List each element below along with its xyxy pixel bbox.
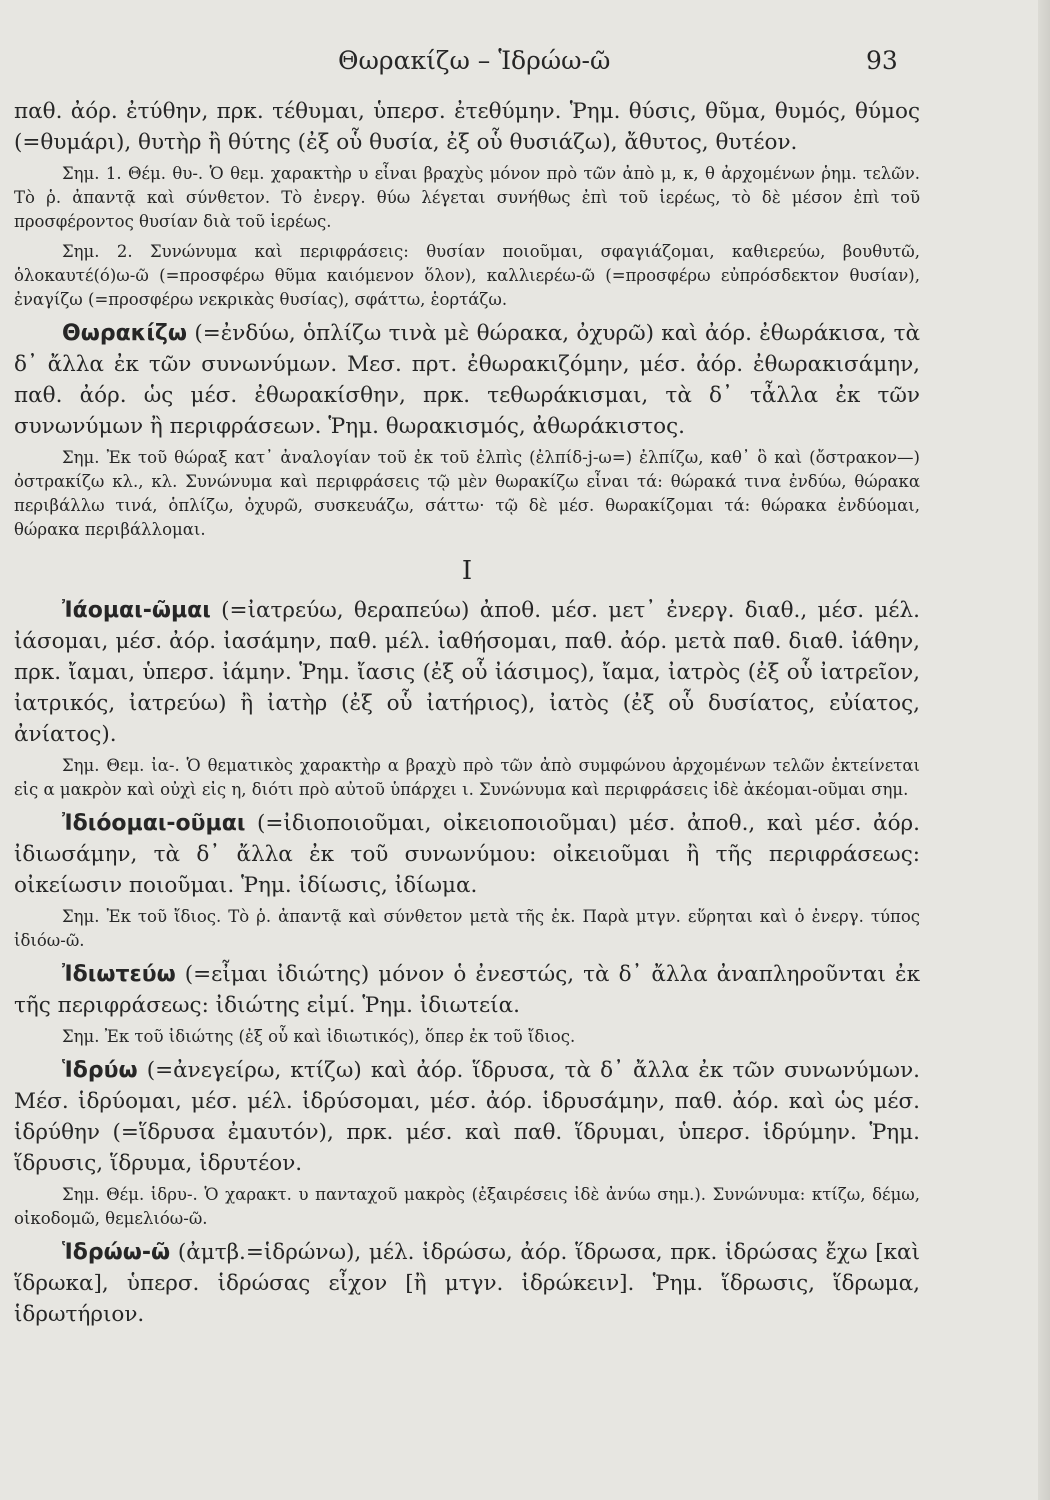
headword: Ἱδρώω-ῶ <box>62 1240 171 1265</box>
page-number: 93 <box>866 46 898 75</box>
headword: Ἰάομαι-ῶμαι <box>62 598 211 623</box>
entry-continuation: παθ. ἀόρ. ἐτύθην, πρκ. τέθυμαι, ὑπερσ. ἐτεθύμην. Ῥημ. θύσις, θῦμα, θυμός, θύμος (=θυμάρι), θυτὴρ ἢ θύτης (ἐξ οὗ θυσία, ἐξ οὗ θυσιάζω), ἄθυτος, θυτέον. <box>14 99 920 155</box>
entry-text: (=ἐνδύω, ὁπλίζω τινὰ μὲ θώρακα, ὀχυρῶ) καὶ ἀόρ. ἐθωράκισα, τὰ δ᾿ ἄλλα ἐκ τῶν συνωνύμων. Μεσ. πρτ. ἐθωρακιζόμην, μέσ. ἀόρ. ἐθωρακισάμην, παθ. ἀόρ. ὡς μέσ. ἐθωρακίσθην, πρκ. τεθωράκισμαι, τὰ δ᾿ τἆλλα ἐκ τῶν συνωνύμων ἢ περιφράσεων. Ῥημ. θωρακισμός, ἀθωράκιστος. <box>14 321 921 439</box>
headword: Ἱδρύω <box>62 1058 138 1083</box>
section-letter: I <box>461 556 473 586</box>
entry-text: (=ἰδιοποιοῦμαι, οἰκειοποιοῦμαι) μέσ. ἀποθ., καὶ μέσ. ἀόρ. ἰδιωσάμην, τὰ δ᾿ ἄλλα ἐκ τοῦ συνωνύμου: οἰκειοῦμαι ἢ τῆς περιφράσεως: οἰκείωσιν ποιοῦμαι. Ῥημ. ἰδίωσις, ἰδίωμα. <box>14 811 920 898</box>
entry-hidryo <box>14 1055 920 1179</box>
page-header <box>0 46 1050 86</box>
entry-text: (ἀμτβ.=ἱδρώνω), μέλ. ἱδρώσω, ἀόρ. ἵδρωσα, πρκ. ἱδρώσας ἔχω [καὶ ἵδρωκα], ὑπερσ. ἱδρώσας εἶχον [ἢ μτγν. ἱδρώκειν]. Ῥημ. ἵδρωσις, ἵδρωμα, ἱδρωτήριον. <box>14 1240 920 1327</box>
entry-hidroo <box>14 1237 920 1330</box>
entry-iaomai <box>14 595 920 750</box>
note-2 <box>14 240 920 312</box>
page-content <box>14 96 920 1330</box>
entry-idioomai <box>14 808 920 901</box>
headword: Θωρακίζω <box>62 321 188 346</box>
running-head: Θωρακίζω – Ἱδρώω-ῶ <box>338 46 611 75</box>
entry-thorakizo <box>14 318 920 442</box>
note-2-start: Σημ. 2. Συνώνυμα καὶ περιφράσεις: <box>62 242 409 261</box>
headword: Ἰδιόομαι-οῦμαι <box>62 811 246 836</box>
entry-note: Σημ. Ἐκ τοῦ θώραξ κατ᾿ ἀναλογίαν τοῦ ἐκ τοῦ ἐλπὶς (ἐλπίδ-j-ω=) ἐλπίζω, καθ᾿ ὃ καὶ (ὄστρακον—) ὀστρακίζω κλ., κλ. Συνώνυμα καὶ περιφράσεις τῷ μὲν θωρακίζω εἶναι τά: θώρακά τινα ἐνδύω, θώρακα περιβάλλω τινά, ὁπλίζω, ὀχυρῶ, συσκευάζω, σάττω· τῷ δὲ μέσ. θωρακίζομαι τά: θώρακα ἐνδύομαι, θώρακα περιβάλλομαι. <box>14 448 920 539</box>
entry-text: (=εἶμαι ἰδιώτης) μόνον ὁ ἐνεστώς, τὰ δ᾿ ἄλλα ἀναπληροῦνται ἐκ τῆς περιφράσεως: ἰδιώτης εἰμί. Ῥημ. ἰδιωτεία. <box>14 962 921 1018</box>
note-2-rest: θυσίαν ποιοῦμαι, σφαγιάζομαι, καθιερεύω, βουθυτῶ, ὁλοκαυτέ(ό)ω-ῶ (=προσφέρω θῦμα καιόμενον ὅλον), καλλιερέω-ῶ (=προσφέρω εὐπρόσδεκτον θυσίαν), ἐναγίζω (=προσφέρω νεκρικὰς θυσίας), σφάττω, ἑορτάζω. <box>14 242 920 309</box>
note-1: Σημ. 1. Θέμ. θυ-. Ὁ θεμ. χαρακτὴρ υ εἶναι βραχὺς μόνον πρὸ τῶν ἀπὸ μ, κ, θ ἀρχομένων ῥημ. τελῶν. Τὸ ῥ. ἀπαντᾷ καὶ σύνθετον. Τὸ ἐνεργ. θύω λέγεται συνήθως ἐπὶ τοῦ ἱερέως, τὸ δὲ μέσον ἐπὶ τοῦ προσφέροντος θυσίαν διὰ τοῦ ἱερέως. <box>14 164 920 231</box>
entry-note: Σημ. Ἐκ τοῦ ἴδιος. Τὸ ῥ. ἀπαντᾷ καὶ σύνθετον μετὰ τῆς ἐκ. Παρὰ μτγν. εὕρηται καὶ ὁ ἐνεργ. τύπος ἰδιόω-ῶ. <box>14 907 920 950</box>
entry-text: (=ἰατρεύω, θεραπεύω) ἀποθ. μέσ. μετ᾿ ἐνεργ. διαθ., μέσ. μέλ. ἰάσομαι, μέσ. ἀόρ. ἰασάμην, παθ. μέλ. ἰαθήσομαι, παθ. ἀόρ. μετὰ παθ. διαθ. ἰάθην, πρκ. ἴαμαι, ὑπερσ. ἰάμην. Ῥημ. ἴασις (ἐξ οὗ ἰάσιμος), ἴαμα, ἰατρὸς (ἐξ οὗ ἰατρεῖον, ἰατρικός, ἰατρεύω) ἢ ἰατὴρ (ἐξ οὗ ἰατήριος), ἰατὸς (ἐξ οὗ δυσίατος, εὐίατος, ἀνίατος). <box>14 598 920 747</box>
entry-note: Σημ. Θέμ. ἱδρυ-. Ὁ χαρακτ. υ πανταχοῦ μακρὸς (ἐξαιρέσεις ἰδὲ ἀνύω σημ.). Συνώνυμα: κτίζω, δέμω, οἰκοδομῶ, θεμελιόω-ῶ. <box>14 1185 920 1228</box>
entry-note: Σημ. Θεμ. ἰα-. Ὁ θεματικὸς χαρακτὴρ α βραχὺ πρὸ τῶν ἀπὸ συμφώνου ἀρχομένων τελῶν ἐκτείνεται εἰς α μακρὸν καὶ οὐχὶ εἰς η, διότι πρὸ αὐτοῦ ὑπάρχει ι. Συνώνυμα καὶ περιφράσεις ἰδὲ ἀκέομαι-οῦμαι σημ. <box>14 756 920 799</box>
entry-text: (=ἀνεγείρω, κτίζω) καὶ ἀόρ. ἵδρυσα, τὰ δ᾿ ἄλλα ἐκ τῶν συνωνύμων. Μέσ. ἱδρύομαι, μέσ. μέλ. ἱδρύσομαι, μέσ. ἀόρ. ἱδρυσάμην, παθ. ἀόρ. καὶ ὡς μέσ. ἱδρύθην (=ἵδρυσα ἐμαυτόν), πρκ. μέσ. καὶ παθ. ἵδρυμαι, ὑπερσ. ἱδρύμην. Ῥημ. ἵδρυσις, ἵδρυμα, ἱδρυτέον. <box>14 1058 920 1176</box>
page-binding-edge <box>1038 0 1050 1500</box>
entry-note: Σημ. Ἐκ τοῦ ἰδιώτης (ἐξ οὗ καὶ ἰδιωτικός), ὅπερ ἐκ τοῦ ἴδιος. <box>62 1027 576 1046</box>
entry-idioteuo <box>14 959 920 1021</box>
headword: Ἰδιωτεύω <box>62 962 176 987</box>
